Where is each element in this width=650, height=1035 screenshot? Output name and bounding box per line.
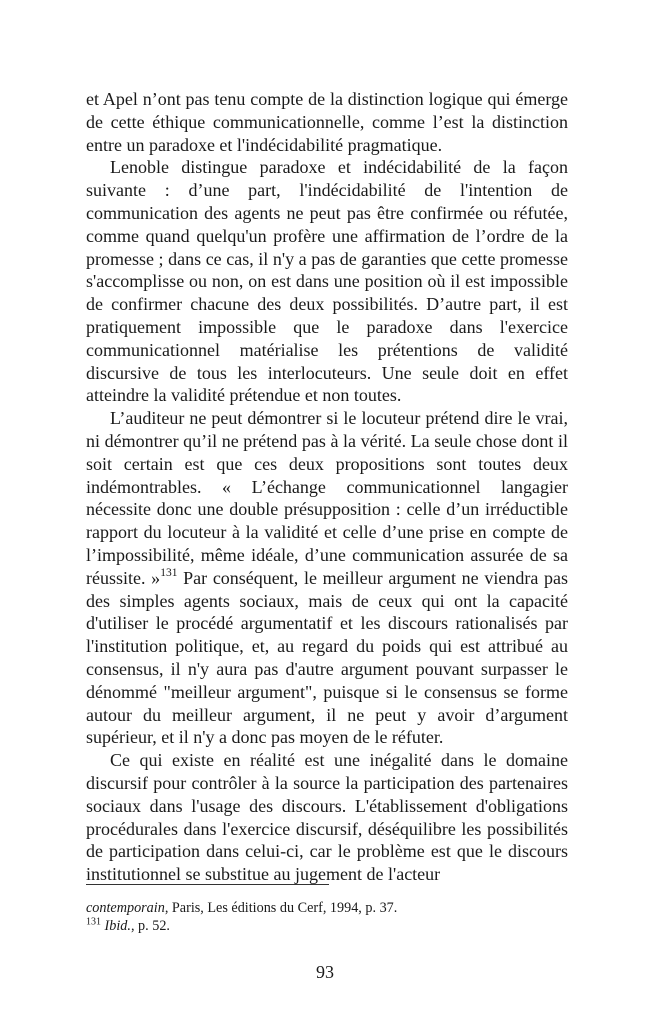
footnote-131-text: , p. 52. [130, 918, 170, 934]
footnotes [86, 899, 568, 935]
page-number: 93 [316, 962, 334, 982]
footnote-continuation [86, 899, 568, 917]
paragraph-2: Lenoble distingue paradoxe et indécidabilité de la façon suivante : d’une part, l'indécidabilité de l'intention de communication des agents ne peut pas être confirmée ou réfutée, comme quand quelqu'un profère une affirmation de l’ordre de la promesse ; dans ce cas, il n'y a pas de garanties que cette promesse s'accomplisse ou non, on est dans une position où il est impossible de confirmer chacune des deux possibilités. D’autre part, il est pratiquement impossible que le paradoxe dans l'exercice communicationnel matérialise les prétentions de validité discursive de tous les interlocuteurs. Une seule doit en effet atteindre la validité prétendue et non toutes. [86, 157, 568, 406]
footnote-reference-131[interactable]: 131 [160, 566, 178, 579]
paragraph-3 [86, 407, 568, 749]
footnote-continuation-title: contemporain [86, 900, 165, 916]
footnote-131-ibid: Ibid. [104, 918, 131, 934]
paragraph-1: et Apel n’ont pas tenu compte de la distinction logique qui émerge de cette éthique communicationnelle, comme l’est la distinction entre un paradoxe et l'indécidabilité pragmatique. [86, 89, 568, 155]
footnote-131 [86, 917, 568, 935]
paragraph-4: Ce qui existe en réalité est une inégalité dans le domaine discursif pour contrôler à la source la participation des partenaires sociaux dans l'usage des discours. L'établissement d'obligations procédurales dans l'exercice discursif, déséquilibre les possibilités de participation dans celui-ci, car le problème est que le discours institutionnel se substitue au jugement de l'acteur [86, 750, 568, 885]
paragraph-3-text-after: Par conséquent, le meilleur argument ne viendra pas des simples agents sociaux, mais de ceux qui ont la capacité d'utiliser le procédé argumentatif et les discours rationalisés par l'institution politique, et, au regard du poids qui est attribué au consensus, il n'y aura pas d'autre argument pouvant surpasser le dénommé "meilleur argument", puisque si le consensus se forme autour du meilleur argument, il ne peut y avoir d’argument supérieur, et il n'y a donc pas moyen de le réfuter. [86, 567, 569, 748]
page-body [86, 88, 568, 886]
paragraph-3-text-before: L’auditeur ne peut démontrer si le locuteur prétend dire le vrai, ni démontrer qu’il ne prétend pas à la vérité. La seule chose dont il soit certain est que ces deux propositions sont toutes deux indémontrables. « L’échange communicationnel langagier nécessite donc une double présupposition : celle d’un irréductible rapport du locuteur à la validité et celle d’une prise en compte de l’impossibilité, même idéale, d’une communication assurée de sa réussite. » [86, 408, 568, 588]
footnote-131-number: 131 [86, 916, 101, 928]
footnote-continuation-text: , Paris, Les éditions du Cerf, 1994, p. 37. [164, 900, 398, 916]
footnote-separator [86, 884, 329, 885]
